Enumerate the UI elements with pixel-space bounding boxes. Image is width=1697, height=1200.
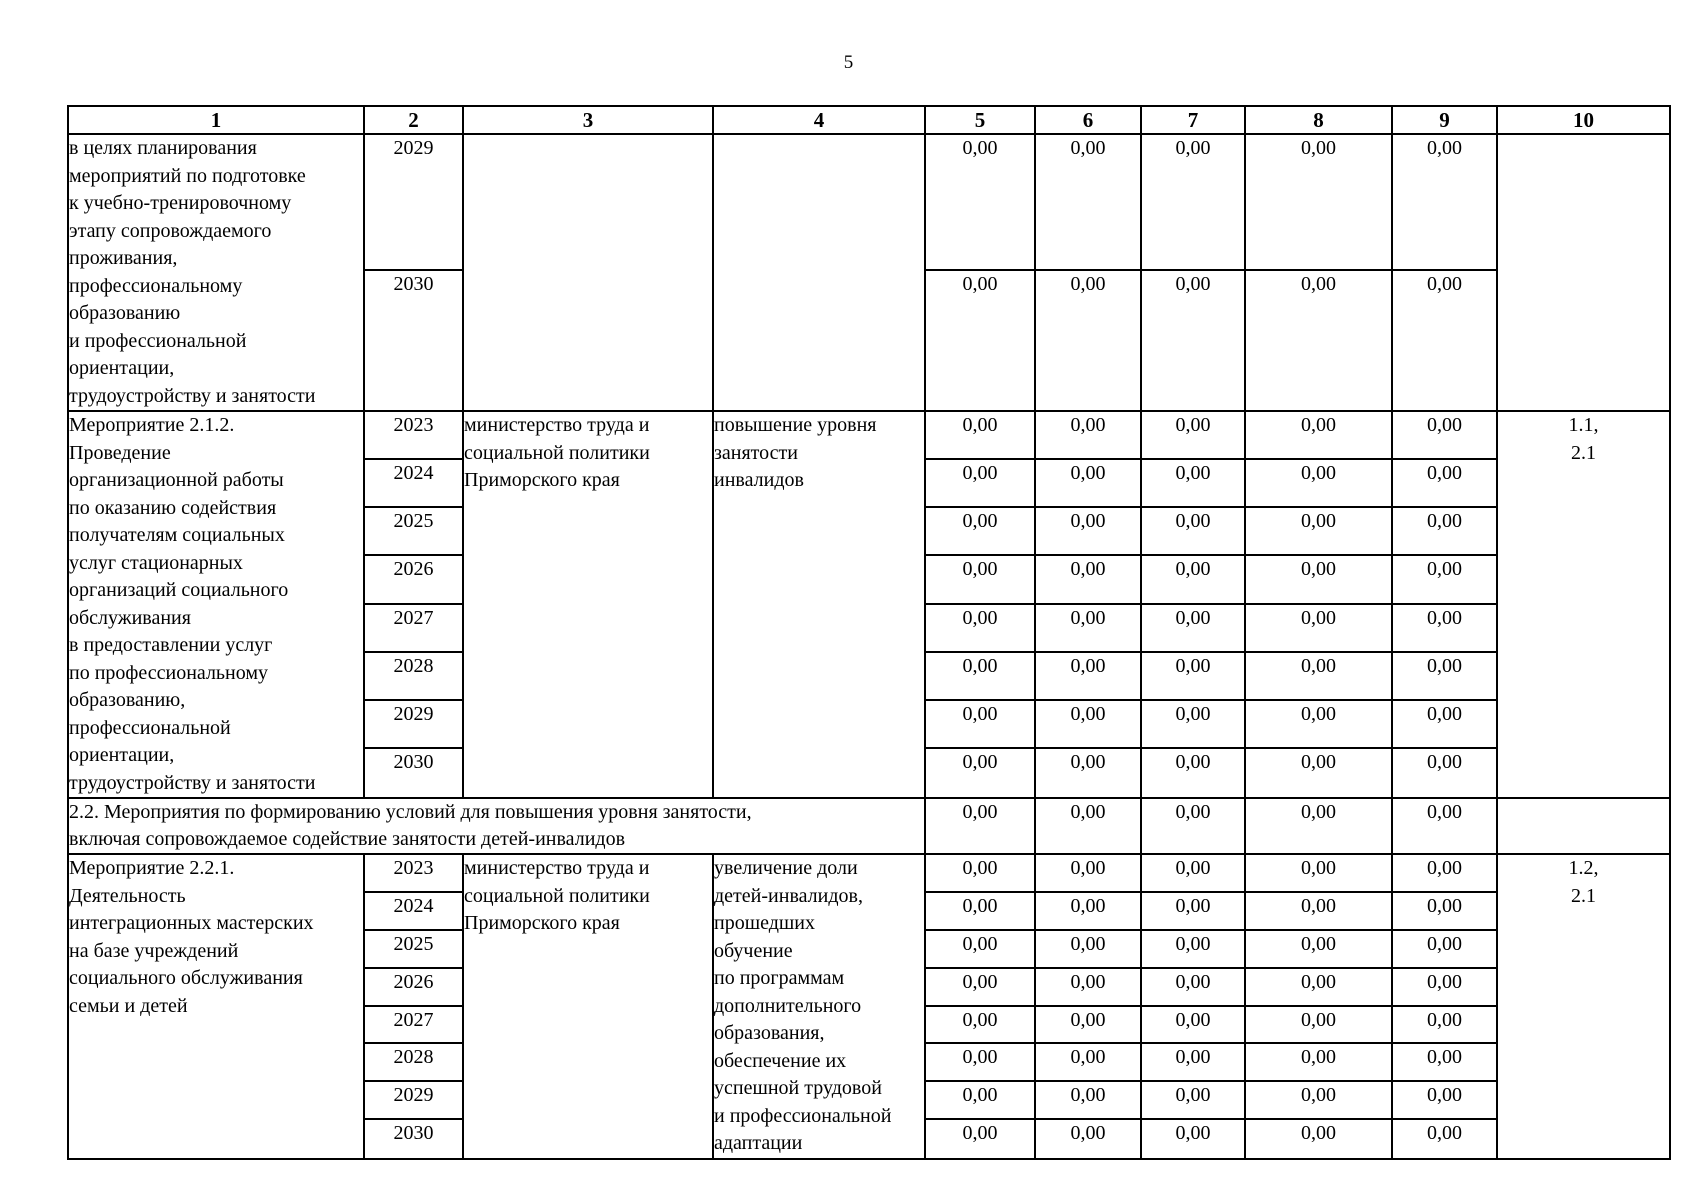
- amount-cell-9: 0,00: [1392, 411, 1497, 459]
- amount-cell-5: 0,00: [925, 459, 1035, 507]
- amount-cell-5: 0,00: [925, 1006, 1035, 1044]
- block_a-result-empty: [713, 134, 925, 411]
- amount-cell-6: 0,00: [1035, 604, 1141, 652]
- amount-cell-9: 0,00: [1392, 748, 1497, 798]
- page-number: 5: [843, 52, 854, 73]
- amount-cell-9: 0,00: [1392, 930, 1497, 968]
- block_c-result-line: и профессиональной: [714, 1104, 892, 1127]
- amount-cell-7: 0,00: [1141, 748, 1245, 798]
- block_b-description-line: обслуживания: [69, 606, 191, 629]
- amount-cell-5: 0,00: [925, 604, 1035, 652]
- amount-cell-8: 0,00: [1245, 604, 1392, 652]
- amount-cell-6: 0,00: [1035, 1081, 1141, 1119]
- block_c-result-line: обеспечение их: [714, 1049, 847, 1072]
- block_b-description-line: ориентации,: [69, 744, 175, 766]
- amount-cell-7: 0,00: [1141, 134, 1245, 270]
- block_c-description-line: Мероприятие 2.2.1.: [69, 857, 235, 879]
- year-cell: 2030: [364, 270, 463, 411]
- amount-cell-6: 0,00: [1035, 700, 1141, 748]
- year-cell: 2027: [364, 1006, 463, 1044]
- amount-cell-9: 0,00: [1392, 604, 1497, 652]
- year-cell: 2029: [364, 134, 463, 270]
- amount-cell-6: 0,00: [1035, 1006, 1141, 1044]
- year-cell: 2024: [364, 892, 463, 930]
- amount-cell-9: 0,00: [1392, 507, 1497, 555]
- block_b-description: [68, 411, 364, 798]
- block_c-description-line: на базе учреждений: [69, 939, 239, 962]
- year-cell: 2026: [364, 968, 463, 1006]
- block_a-description-line: в целях планирования: [69, 137, 257, 159]
- amount-cell-9: 0,00: [1392, 1119, 1497, 1158]
- block_c-description-line: Деятельность: [69, 884, 186, 907]
- year-cell: 2025: [364, 930, 463, 968]
- amount-cell-9: 0,00: [1392, 968, 1497, 1006]
- year-cell: 2030: [364, 1119, 463, 1158]
- block_b-description-line: по профессиональному: [69, 661, 269, 684]
- amount-cell-9: 0,00: [1392, 892, 1497, 930]
- block_c-executor-line: социальной политики: [464, 884, 650, 907]
- amount-cell-5: 0,00: [925, 748, 1035, 798]
- year-cell: 2027: [364, 604, 463, 652]
- block_b-executor-line: социальной политики: [464, 441, 650, 464]
- block_c-description-line: социального обслуживания: [69, 967, 303, 989]
- amount-cell-6: 0,00: [1035, 507, 1141, 555]
- section-amount-7: 0,00: [1141, 798, 1245, 854]
- block_b-description-line: по оказанию содействия: [69, 496, 277, 519]
- block_b-description-line: профессиональной: [69, 716, 231, 739]
- block_c-result-line: обучение: [714, 939, 793, 962]
- block_b-description-line: Проведение: [69, 441, 171, 464]
- block_c-indicators-line: 1.2,: [1568, 857, 1599, 879]
- block_c-indicators-line: 2.1: [1571, 884, 1596, 907]
- amount-cell-8: 0,00: [1245, 892, 1392, 930]
- col-header-6: 6: [1035, 106, 1141, 134]
- year-cell: 2029: [364, 700, 463, 748]
- amount-cell-9: 0,00: [1392, 652, 1497, 700]
- amount-cell-9: 0,00: [1392, 1006, 1497, 1044]
- block_a-description: [68, 134, 364, 411]
- amount-cell-8: 0,00: [1245, 1081, 1392, 1119]
- amount-cell-8: 0,00: [1245, 700, 1392, 748]
- amount-cell-6: 0,00: [1035, 270, 1141, 411]
- block_b-description-line: трудоустройству и занятости: [69, 771, 316, 794]
- year-cell: 2028: [364, 1043, 463, 1081]
- amount-cell-8: 0,00: [1245, 507, 1392, 555]
- section-amount-8: 0,00: [1245, 798, 1392, 854]
- amount-cell-9: 0,00: [1392, 134, 1497, 270]
- amount-cell-6: 0,00: [1035, 459, 1141, 507]
- block_b-result: [713, 411, 925, 798]
- amount-cell-7: 0,00: [1141, 930, 1245, 968]
- amount-cell-8: 0,00: [1245, 1006, 1392, 1044]
- block_b-result-line: занятости: [714, 441, 798, 464]
- col-header-4: 4: [713, 106, 925, 134]
- amount-cell-5: 0,00: [925, 1043, 1035, 1081]
- amount-cell-8: 0,00: [1245, 854, 1392, 892]
- amount-cell-5: 0,00: [925, 930, 1035, 968]
- amount-cell-9: 0,00: [1392, 854, 1497, 892]
- block_b-executor: [463, 411, 713, 798]
- amount-cell-5: 0,00: [925, 700, 1035, 748]
- section-2-2-title-line: 2.2. Мероприятия по формированию условий для повышения уровня занятости,: [69, 801, 752, 823]
- amount-cell-5: 0,00: [925, 411, 1035, 459]
- block_b-description-line: в предоставлении услуг: [69, 634, 273, 656]
- year-cell: 2030: [364, 748, 463, 798]
- section-row: [68, 798, 1670, 854]
- block_a-description-line: трудоустройству и занятости: [69, 384, 316, 407]
- block_b-indicators: [1497, 411, 1670, 798]
- table-row: [68, 411, 1670, 459]
- amount-cell-7: 0,00: [1141, 700, 1245, 748]
- amount-cell-5: 0,00: [925, 968, 1035, 1006]
- section-amount-5: 0,00: [925, 798, 1035, 854]
- year-cell: 2026: [364, 555, 463, 603]
- col-header-8: 8: [1245, 106, 1392, 134]
- amount-cell-8: 0,00: [1245, 555, 1392, 603]
- amount-cell-5: 0,00: [925, 892, 1035, 930]
- amount-cell-9: 0,00: [1392, 1043, 1497, 1081]
- amount-cell-6: 0,00: [1035, 930, 1141, 968]
- block_c-description: [68, 854, 364, 1159]
- col-header-10: 10: [1497, 106, 1670, 134]
- amount-cell-9: 0,00: [1392, 700, 1497, 748]
- block_a-description-line: проживания,: [69, 247, 178, 269]
- year-cell: 2028: [364, 652, 463, 700]
- amount-cell-9: 0,00: [1392, 1081, 1497, 1119]
- block_c-executor: [463, 854, 713, 1159]
- block_b-description-line: образованию,: [69, 689, 186, 711]
- section-indicators-empty: [1497, 798, 1670, 854]
- section-amount-6: 0,00: [1035, 798, 1141, 854]
- amount-cell-5: 0,00: [925, 652, 1035, 700]
- amount-cell-5: 0,00: [925, 1119, 1035, 1158]
- amount-cell-8: 0,00: [1245, 1119, 1392, 1158]
- block_b-indicators-line: 1.1,: [1568, 414, 1599, 436]
- section-2-2-title: [68, 798, 925, 854]
- amount-cell-6: 0,00: [1035, 854, 1141, 892]
- block_a-executor-empty: [463, 134, 713, 411]
- amount-cell-5: 0,00: [925, 555, 1035, 603]
- amount-cell-7: 0,00: [1141, 1081, 1245, 1119]
- amount-cell-9: 0,00: [1392, 270, 1497, 411]
- block_c-executor-line: Приморского края: [464, 912, 620, 934]
- amount-cell-7: 0,00: [1141, 604, 1245, 652]
- amount-cell-7: 0,00: [1141, 892, 1245, 930]
- block_c-description-line: семьи и детей: [69, 994, 188, 1017]
- amount-cell-5: 0,00: [925, 270, 1035, 411]
- amount-cell-7: 0,00: [1141, 854, 1245, 892]
- col-header-7: 7: [1141, 106, 1245, 134]
- amount-cell-6: 0,00: [1035, 134, 1141, 270]
- amount-cell-5: 0,00: [925, 854, 1035, 892]
- amount-cell-6: 0,00: [1035, 748, 1141, 798]
- block_c-result-line: дополнительного: [714, 994, 862, 1017]
- amount-cell-7: 0,00: [1141, 411, 1245, 459]
- amount-cell-6: 0,00: [1035, 411, 1141, 459]
- block_b-indicators-line: 2.1: [1571, 441, 1596, 464]
- block_a-description-line: образованию: [69, 302, 181, 324]
- block_c-result: [713, 854, 925, 1159]
- amount-cell-6: 0,00: [1035, 1119, 1141, 1158]
- amount-cell-7: 0,00: [1141, 555, 1245, 603]
- block_c-result-line: увеличение доли: [714, 857, 858, 879]
- block_a-description-line: профессиональному: [69, 274, 243, 297]
- amount-cell-5: 0,00: [925, 1081, 1035, 1119]
- block_c-result-line: успешной трудовой: [714, 1077, 882, 1099]
- block_c-indicators: [1497, 854, 1670, 1159]
- block_a-description-line: мероприятий по подготовке: [69, 164, 306, 187]
- block_b-description-line: Мероприятие 2.1.2.: [69, 414, 235, 436]
- amount-cell-8: 0,00: [1245, 1043, 1392, 1081]
- block_c-result-line: прошедших: [714, 912, 815, 934]
- section-2-2-title-line: включая сопровождаемое содействие занятости детей-инвалидов: [69, 828, 626, 850]
- col-header-5: 5: [925, 106, 1035, 134]
- amount-cell-8: 0,00: [1245, 270, 1392, 411]
- amount-cell-6: 0,00: [1035, 652, 1141, 700]
- amount-cell-8: 0,00: [1245, 968, 1392, 1006]
- table-row: [68, 134, 1670, 270]
- header-row: [68, 106, 1670, 134]
- amount-cell-9: 0,00: [1392, 459, 1497, 507]
- amount-cell-6: 0,00: [1035, 555, 1141, 603]
- block_b-result-line: инвалидов: [714, 469, 804, 491]
- block_c-result-line: образования,: [714, 1022, 825, 1044]
- amount-cell-7: 0,00: [1141, 507, 1245, 555]
- table-row: [68, 854, 1670, 892]
- col-header-9: 9: [1392, 106, 1497, 134]
- amount-cell-5: 0,00: [925, 134, 1035, 270]
- amount-cell-8: 0,00: [1245, 411, 1392, 459]
- block_c-result-line: адаптации: [714, 1132, 803, 1154]
- block_a-description-line: ориентации,: [69, 357, 175, 379]
- amount-cell-7: 0,00: [1141, 270, 1245, 411]
- amount-cell-7: 0,00: [1141, 652, 1245, 700]
- block_b-description-line: организационной работы: [69, 469, 284, 491]
- col-header-3: 3: [463, 106, 713, 134]
- amount-cell-9: 0,00: [1392, 555, 1497, 603]
- block_a-description-line: и профессиональной: [69, 329, 247, 352]
- amount-cell-8: 0,00: [1245, 134, 1392, 270]
- block_a-description-line: к учебно-тренировочному: [69, 192, 292, 214]
- amount-cell-8: 0,00: [1245, 652, 1392, 700]
- amount-cell-7: 0,00: [1141, 1006, 1245, 1044]
- block_c-result-line: детей-инвалидов,: [714, 884, 863, 907]
- block_b-executor-line: Приморского края: [464, 469, 620, 491]
- year-cell: 2029: [364, 1081, 463, 1119]
- amount-cell-7: 0,00: [1141, 1119, 1245, 1158]
- amount-cell-7: 0,00: [1141, 459, 1245, 507]
- block_b-executor-line: министерство труда и: [464, 414, 650, 436]
- block_a-indicators-empty: [1497, 134, 1670, 411]
- amount-cell-5: 0,00: [925, 507, 1035, 555]
- block_c-description-line: интеграционных мастерских: [69, 912, 314, 934]
- amount-cell-8: 0,00: [1245, 459, 1392, 507]
- col-header-1: 1: [68, 106, 364, 134]
- block_b-description-line: организаций социального: [69, 579, 289, 601]
- year-cell: 2024: [364, 459, 463, 507]
- amount-cell-7: 0,00: [1141, 968, 1245, 1006]
- amount-cell-8: 0,00: [1245, 748, 1392, 798]
- amount-cell-8: 0,00: [1245, 930, 1392, 968]
- amount-cell-7: 0,00: [1141, 1043, 1245, 1081]
- year-cell: 2023: [364, 854, 463, 892]
- col-header-2: 2: [364, 106, 463, 134]
- block_a-description-line: этапу сопровождаемого: [69, 219, 272, 242]
- block_b-description-line: получателям социальных: [69, 524, 285, 546]
- amount-cell-6: 0,00: [1035, 1043, 1141, 1081]
- program-activities-table: [67, 105, 1671, 1160]
- section-amount-9: 0,00: [1392, 798, 1497, 854]
- block_b-result-line: повышение уровня: [714, 414, 877, 436]
- block_c-executor-line: министерство труда и: [464, 857, 650, 879]
- amount-cell-6: 0,00: [1035, 892, 1141, 930]
- block_c-result-line: по программам: [714, 967, 845, 989]
- year-cell: 2023: [364, 411, 463, 459]
- block_b-description-line: услуг стационарных: [69, 551, 243, 574]
- amount-cell-6: 0,00: [1035, 968, 1141, 1006]
- year-cell: 2025: [364, 507, 463, 555]
